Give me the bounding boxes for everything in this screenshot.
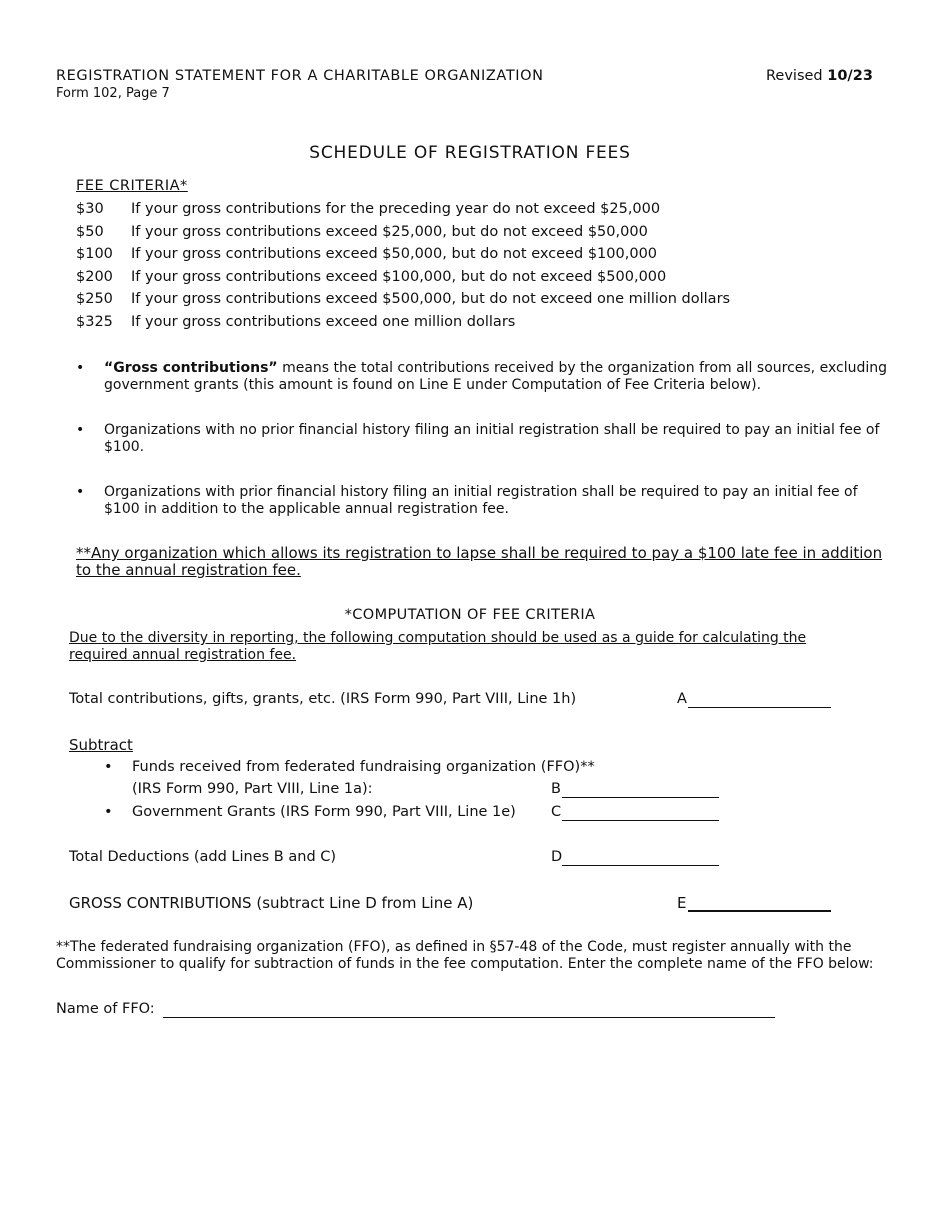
- fee-amount: $100: [76, 246, 113, 262]
- line-e-label: GROSS CONTRIBUTIONS (subtract Line D from Line A): [69, 894, 474, 912]
- form-page-number: Form 102, Page 7: [56, 86, 170, 101]
- ffo-name-field[interactable]: [163, 1017, 775, 1018]
- line-d-field[interactable]: [562, 865, 719, 866]
- line-b-letter: B: [551, 781, 561, 797]
- line-a-label: Total contributions, gifts, grants, etc. (IRS Form 990, Part VIII, Line 1h): [69, 691, 577, 707]
- no-history-text: Organizations with no prior financial history filing an initial registration shall be required to pay an initial fee of $100.: [104, 422, 880, 455]
- line-e-letter: E: [677, 894, 687, 912]
- ffo-name-label: Name of FFO:: [56, 1001, 155, 1017]
- revision-date: [766, 68, 873, 84]
- subtract-heading: Subtract: [69, 736, 133, 754]
- fee-row: [76, 224, 648, 240]
- line-b-label-cont: (IRS Form 990, Part VIII, Line 1a):: [132, 781, 373, 797]
- fee-row: [76, 201, 660, 217]
- fee-amount: $30: [76, 201, 104, 217]
- bullet-dot: •: [76, 484, 85, 500]
- line-b-label: Funds received from federated fundraising organization (FFO)**: [132, 759, 595, 775]
- fee-description: If your gross contributions exceed $25,000, but do not exceed $50,000: [131, 224, 648, 240]
- fee-amount: $50: [76, 224, 104, 240]
- fee-row: [76, 291, 730, 307]
- bullet-gross-contributions: [76, 360, 891, 396]
- fee-row: [76, 246, 657, 262]
- bullet-dot: •: [104, 759, 113, 775]
- bullet-dot: •: [76, 360, 85, 376]
- fee-row: [76, 314, 515, 330]
- late-fee-note: **Any organization which allows its registration to lapse shall be required to pay a $100 late fee in addition to the annual registration fee.: [76, 544, 883, 579]
- line-c-field[interactable]: [562, 820, 719, 821]
- gross-contributions-definition: means the total contributions received by the organization from all sources, excluding government grants (this amount is found on Line E under Computation of Fee Criteria below).: [104, 360, 887, 393]
- prior-history-text: Organizations with prior financial history filing an initial registration shall be required to pay an initial fee of $100 in addition to the applicable annual registration fee.: [104, 484, 858, 517]
- fee-description: If your gross contributions exceed $500,000, but do not exceed one million dollars: [131, 291, 731, 307]
- revised-label: Revised: [766, 68, 823, 84]
- bullet-no-history: [76, 422, 891, 458]
- line-c-letter: C: [551, 804, 562, 820]
- fee-description: If your gross contributions for the preceding year do not exceed $25,000: [131, 201, 661, 217]
- fee-row: [76, 269, 666, 285]
- line-e-field[interactable]: [688, 910, 831, 912]
- line-d-label: Total Deductions (add Lines B and C): [69, 849, 337, 865]
- line-a-field[interactable]: [688, 707, 831, 708]
- form-title: REGISTRATION STATEMENT FOR A CHARITABLE ORGANIZATION: [56, 68, 544, 84]
- fee-description: If your gross contributions exceed one million dollars: [131, 314, 516, 330]
- schedule-title: SCHEDULE OF REGISTRATION FEES: [309, 143, 631, 163]
- line-c-label: Government Grants (IRS Form 990, Part VIII, Line 1e): [132, 804, 516, 820]
- bullet-prior-history: [76, 484, 891, 520]
- revised-value: 10/23: [827, 68, 873, 84]
- fee-amount: $250: [76, 291, 113, 307]
- line-b-field[interactable]: [562, 797, 719, 798]
- line-d-letter: D: [551, 849, 563, 865]
- fee-amount: $325: [76, 314, 113, 330]
- bullet-dot: •: [104, 804, 113, 820]
- fee-criteria-heading: FEE CRITERIA*: [76, 178, 188, 194]
- fee-description: If your gross contributions exceed $50,000, but do not exceed $100,000: [131, 246, 658, 262]
- gross-contributions-term: “Gross contributions”: [104, 360, 278, 376]
- ffo-footnote: **The federated fundraising organization (FFO), as defined in §57-48 of the Code, must register annually with the Commissioner to qualify for subtraction of funds in the fee computation. Enter the complete name of the FFO below:: [56, 939, 874, 972]
- computation-title: *COMPUTATION OF FEE CRITERIA: [344, 607, 596, 623]
- bullet-dot: •: [76, 422, 85, 438]
- fee-description: If your gross contributions exceed $100,000, but do not exceed $500,000: [131, 269, 667, 285]
- fee-amount: $200: [76, 269, 113, 285]
- line-a-letter: A: [677, 691, 687, 707]
- computation-note: Due to the diversity in reporting, the following computation should be used as a guide for calculating the required annual registration fee.: [69, 630, 807, 663]
